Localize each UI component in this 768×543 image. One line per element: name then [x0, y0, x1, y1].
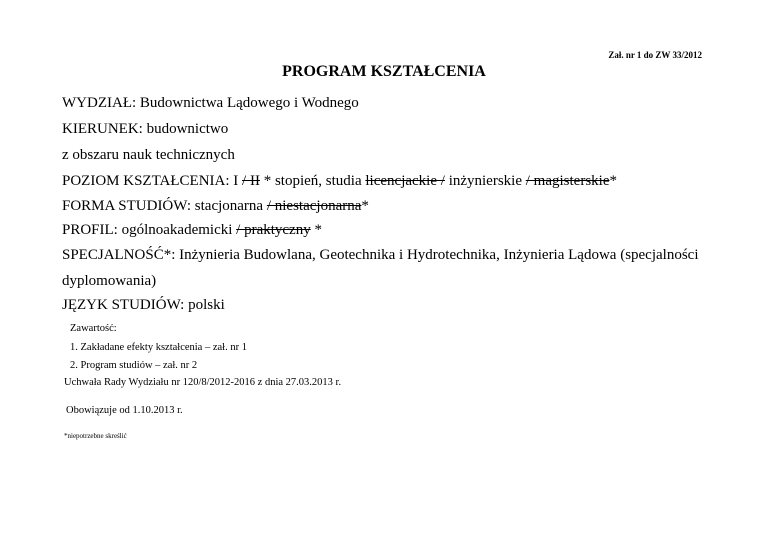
specialization-line-cont: dyplomowania)	[62, 273, 157, 289]
level-degree-text: * stopień, studia	[259, 173, 366, 189]
level-struck-licencjackie: licencjackie /	[365, 173, 445, 189]
level-struck-magisterskie: / magisterskie	[525, 173, 610, 189]
field-line: KIERUNEK: budownictwo	[62, 121, 229, 137]
level-struck-ii: / II	[242, 173, 260, 189]
language-line: JĘZYK STUDIÓW: polski	[62, 297, 225, 313]
contents-item-1: 1. Zakładane efekty kształcenia – zał. nr 1	[70, 342, 247, 353]
profile-struck: / praktyczny	[236, 222, 311, 238]
area-line: z obszaru nauk technicznych	[62, 147, 235, 163]
faculty-line: WYDZIAŁ: Budownictwa Lądowego i Wodnego	[62, 95, 359, 111]
contents-item-2: 2. Program studiów – zał. nr 2	[70, 360, 198, 371]
annex-reference: Zał. nr 1 do ZW 33/2012	[608, 50, 702, 60]
specialization-line: SPECJALNOŚĆ*: Inżynieria Budowlana, Geotechnika i Hydrotechnika, Inżynieria Lądowa (specjalności	[62, 247, 699, 263]
study-form-struck: / niestacjonarna	[266, 198, 362, 214]
study-form-label: FORMA STUDIÓW: stacjonarna	[62, 198, 267, 214]
study-form-line	[62, 198, 369, 215]
study-form-asterisk: *	[361, 198, 369, 214]
resolution-line: Uchwała Rady Wydziału nr 120/8/2012-2016 z dnia 27.03.2013 r.	[64, 377, 342, 388]
level-inzynierskie: inżynierskie	[444, 173, 526, 189]
profile-line	[62, 222, 322, 239]
profile-label: PROFIL: ogólnoakademicki	[62, 222, 237, 238]
effective-date: Obowiązuje od 1.10.2013 r.	[66, 405, 183, 416]
page-title: PROGRAM KSZTAŁCENIA	[282, 63, 486, 80]
level-asterisk: *	[609, 173, 617, 189]
contents-label: Zawartość:	[70, 323, 117, 334]
footnote: *niepotrzebne skreślić	[64, 432, 127, 440]
profile-asterisk: *	[310, 222, 322, 238]
level-label: POZIOM KSZTAŁCENIA: I	[62, 173, 243, 189]
level-line	[62, 173, 617, 190]
